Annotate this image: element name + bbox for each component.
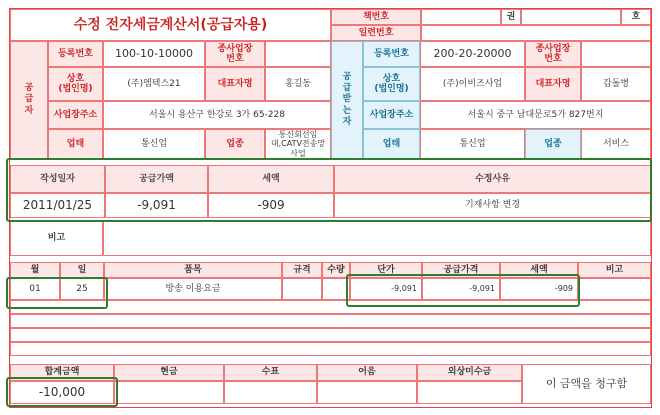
supplier-addr: 서울시 용산구 한강로 3가 65-228: [103, 101, 331, 129]
supplier-type: 통신업: [103, 129, 205, 159]
issue-date: 2011/01/25: [10, 193, 105, 218]
total-amount: -10,000: [10, 381, 114, 404]
supplier-branch-label: 종사업장 번호: [205, 41, 265, 67]
supplier-side-label: 공 급 자: [10, 41, 48, 159]
col-item-header: 품목: [104, 262, 282, 278]
buyer-branch-no: [581, 41, 651, 67]
credit-label: 외상미수금: [417, 364, 522, 381]
buyer-name-label: 상호 (법인명): [363, 67, 420, 101]
buyer-item-label: 업종: [525, 129, 581, 159]
item-spec: [282, 278, 322, 300]
revision-reason-label: 수정사유: [334, 165, 651, 193]
revision-reason: 기재사항 변경: [334, 193, 651, 218]
supplier-reg-label: 등록번호: [48, 41, 103, 67]
promissory-note-label: 어음: [317, 364, 417, 381]
supply-amount-label: 공급가액: [105, 165, 208, 193]
supplier-rep: 홍길동: [265, 67, 331, 101]
supplier-name: (주)엠텍스21: [103, 67, 205, 101]
invoice-title: 수정 전자세금계산서(공급자용): [10, 9, 331, 41]
supplier-type-label: 업태: [48, 129, 103, 159]
buyer-addr-label: 사업장주소: [363, 101, 420, 129]
supplier-name-label: 상호 (법인명): [48, 67, 103, 101]
book-number-ho-field: [521, 9, 621, 25]
item-tax: -909: [500, 278, 578, 300]
book-number-label: 책번호: [331, 9, 421, 25]
item-supply: -9,091: [422, 278, 500, 300]
buyer-type-label: 업태: [363, 129, 420, 159]
total-amount-label: 합계금액: [10, 364, 114, 381]
supplier-branch-no: [265, 41, 331, 67]
remarks-field: [103, 220, 651, 256]
supplier-rep-label: 대표자명: [205, 67, 265, 101]
item-month: 01: [10, 278, 60, 300]
item-note: [578, 278, 651, 300]
book-number-vol-field: [421, 9, 501, 25]
supply-amount: -9,091: [105, 193, 208, 218]
promissory-amount: [317, 381, 417, 404]
buyer-name: (주)이비즈사업: [420, 67, 525, 101]
cash-label: 현금: [114, 364, 224, 381]
credit-amount: [417, 381, 522, 404]
supplier-item: 통신회선임 대,CATV전송망 사업: [265, 129, 331, 159]
col-note-header: 비고: [578, 262, 651, 278]
col-spec-header: 규격: [282, 262, 322, 278]
buyer-rep-label: 대표자명: [525, 67, 581, 101]
buyer-reg-no: 200-20-20000: [420, 41, 525, 67]
col-tax-header: 세액: [500, 262, 578, 278]
col-supply-header: 공급가격: [422, 262, 500, 278]
col-month-header: 월: [10, 262, 60, 278]
empty-row-4: [10, 328, 651, 342]
tax-amount: -909: [208, 193, 334, 218]
buyer-addr: 서울시 중구 남대문로5가 827번지: [420, 101, 651, 129]
empty-row-3: [10, 314, 651, 328]
cash-amount: [114, 381, 224, 404]
serial-number-field: [421, 25, 651, 41]
item-day: 25: [60, 278, 104, 300]
buyer-item: 서비스: [581, 129, 651, 159]
date-label: 작성일자: [10, 165, 105, 193]
col-qty-header: 수량: [322, 262, 350, 278]
buyer-rep: 갑돌병: [581, 67, 651, 101]
supplier-item-label: 업종: [205, 129, 265, 159]
empty-row-2: [10, 300, 651, 314]
check-amount: [224, 381, 317, 404]
empty-row-5: [10, 342, 651, 356]
supplier-reg-no: 100-10-10000: [103, 41, 205, 67]
remarks-label: 비고: [10, 220, 103, 256]
buyer-type: 통신업: [420, 129, 525, 159]
item-name: 방송 이용요금: [104, 278, 282, 300]
book-gwon-label: 권: [501, 9, 521, 25]
item-qty: [322, 278, 350, 300]
buyer-reg-label: 등록번호: [363, 41, 420, 67]
col-unit-price-header: 단가: [350, 262, 422, 278]
serial-number-label: 일련번호: [331, 25, 421, 41]
claim-text: 이 금액을 청구함: [522, 364, 651, 404]
col-day-header: 일: [60, 262, 104, 278]
item-unit-price: -9,091: [350, 278, 422, 300]
tax-label: 세액: [208, 165, 334, 193]
buyer-branch-label: 종사업장 번호: [525, 41, 581, 67]
check-label: 수표: [224, 364, 317, 381]
buyer-side-label: 공 급 받 는 자: [331, 41, 363, 159]
book-ho-label: 호: [621, 9, 651, 25]
supplier-addr-label: 사업장주소: [48, 101, 103, 129]
